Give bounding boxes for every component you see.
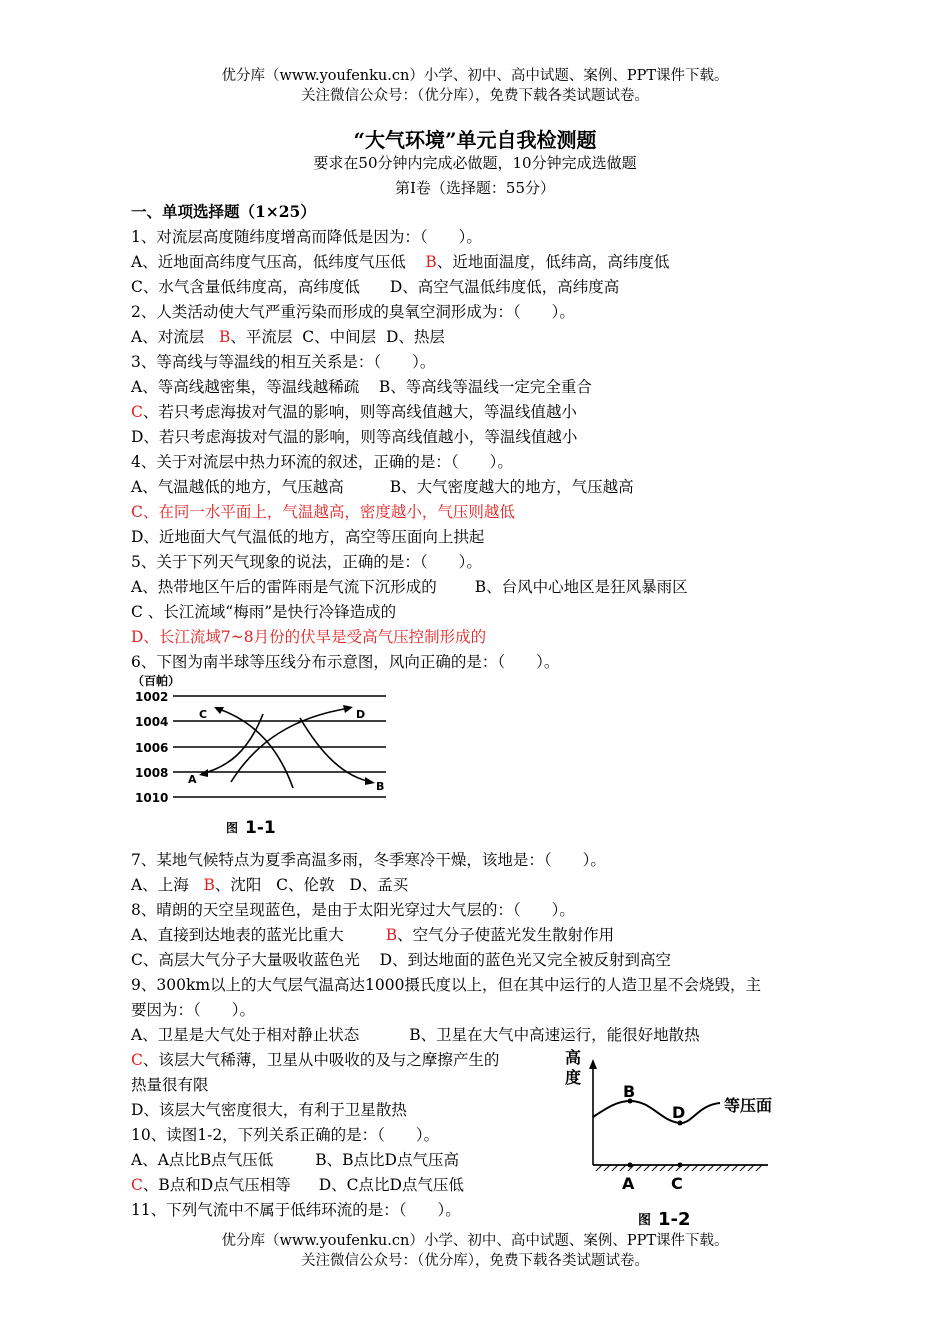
header-line-1: 优分库（www.youfenku.cn）小学、初中、高中试题、案例、PPT课件下载。 — [221, 68, 729, 84]
fig2-point-label-c: C — [671, 1174, 683, 1193]
option-a: A、直接到达地表的蓝光比重大 — [131, 926, 344, 944]
point-label-b: B — [376, 780, 385, 793]
figure-1-1-isobar-diagram — [128, 672, 398, 838]
wind-arrow-to-a — [201, 714, 263, 774]
question-9-stem-line-1: 9、300km以上的大气层气温高达1000摄氏度以上，但在其中运行的人造卫星不会烧毁，主 — [131, 976, 761, 994]
isobar-label-1004: 1004 — [135, 715, 169, 729]
wind-arrow-to-c — [216, 708, 293, 788]
fig2-y-axis-arrow-icon — [589, 1059, 597, 1069]
isobar-label-1010: 1010 — [135, 791, 169, 805]
isobaric-surface-curve — [593, 1101, 720, 1123]
question-9-options-ab — [131, 1024, 700, 1046]
header-line-2: 关注微信公众号：（优分库），免费下载各类试题试卷。 — [301, 88, 649, 104]
isobar-label-1002: 1002 — [135, 690, 169, 704]
option-d: D、热层 — [385, 328, 445, 346]
fig2-caption-prefix: 图 — [638, 1213, 652, 1228]
option-b: 、平流层 — [230, 328, 293, 346]
option-a: A、卫星是大气处于相对静止状态 — [131, 1026, 360, 1044]
question-5-option-d-answer: D、长江流域7~8月份的伏旱是受高气压控制形成的 — [131, 628, 487, 646]
wind-arrow-to-d — [231, 708, 350, 782]
option-b: B、卫星在大气中高速运行，能很好地散热 — [409, 1026, 700, 1044]
question-7-stem: 7、某地气候特点为夏季高温多雨，冬季寒冷干燥，该地是：（ ）。 — [131, 851, 606, 869]
question-4-option-d: D、近地面大气气温低的地方，高空等压面向上拱起 — [131, 528, 485, 546]
fig2-point-label-d: D — [672, 1103, 686, 1122]
fig1-caption-number: 1-1 — [245, 818, 276, 838]
option-c: C、高层大气分子大量吸收蓝色光 — [131, 951, 360, 969]
footer-line-1: 优分库（www.youfenku.cn）小学、初中、高中试题、案例、PPT课件下载。 — [221, 1233, 729, 1249]
question-9-stem-line-2: 要因为：（ ）。 — [131, 1001, 256, 1019]
question-9-option-c-line-1 — [131, 1049, 499, 1071]
question-7-options — [131, 874, 408, 896]
question-5-options-ab — [131, 576, 688, 598]
question-3-options-ab — [131, 376, 592, 398]
question-2-options — [131, 326, 445, 348]
option-d: D、高空气温低纬度低，高纬度高 — [389, 278, 620, 296]
option-c: 、该层大气稀薄，卫星从中吸收的及与之摩擦产生的 — [142, 1051, 500, 1069]
question-4-stem: 4、关于对流层中热力环流的叙述，正确的是：（ ）。 — [131, 453, 513, 471]
question-5-stem: 5、关于下列天气现象的说法，正确的是：（ ）。 — [131, 553, 482, 571]
point-label-a: A — [188, 773, 197, 786]
option-b: B、大气密度越大的地方，气压越高 — [389, 478, 634, 496]
question-3-option-c — [131, 401, 577, 423]
fig1-caption-prefix: 图 — [226, 821, 239, 835]
option-b-letter-answer: B — [203, 876, 215, 894]
fig2-point-c-dot — [678, 1163, 683, 1168]
fig2-caption-number: 1-2 — [658, 1209, 691, 1230]
option-b-letter-answer: B — [218, 328, 231, 346]
footer-line-2: 关注微信公众号：（优分库），免费下载各类试题试卷。 — [301, 1253, 649, 1269]
arrowhead-a-icon — [199, 769, 208, 777]
question-10-options-cd — [131, 1174, 464, 1196]
time-requirement: 要求在50分钟内完成必做题，10分钟完成选做题 — [313, 154, 637, 172]
section-heading: 一、单项选择题（1×25） — [131, 202, 316, 221]
option-b: 、空气分子使蓝光发生散射作用 — [397, 926, 615, 944]
fig2-ylabel-1: 高 — [565, 1048, 582, 1067]
option-a: A、气温越低的地方，气压越高 — [131, 478, 344, 496]
question-9-option-d: D、该层大气密度很大，有利于卫星散热 — [131, 1101, 407, 1119]
isobar-label-1008: 1008 — [135, 766, 169, 780]
question-5-option-c: C 、长江流域“梅雨”是快行冷锋造成的 — [131, 603, 397, 621]
figure-1-2-pressure-surface-diagram — [560, 1045, 775, 1230]
question-3-stem: 3、等高线与等温线的相互关系是：（ ）。 — [131, 353, 436, 371]
option-b-letter-answer: B — [425, 253, 437, 271]
question-9-option-c-line-2: 热量很有限 — [131, 1076, 209, 1094]
question-3-option-d: D、若只考虑海拔对气温的影响，则等高线值越小，等温线值越小 — [131, 428, 578, 446]
option-d: D、C点比D点气压低 — [318, 1176, 464, 1194]
question-1-options-cd — [131, 276, 619, 298]
question-1-options-ab — [131, 251, 669, 273]
option-c: 、B点和D点气压相等 — [142, 1176, 291, 1194]
isobar-label-1006: 1006 — [135, 741, 169, 755]
option-b: 、沈阳 — [214, 876, 262, 894]
option-c-letter-answer: C — [131, 403, 143, 421]
option-a: A、近地面高纬度气压高，低纬度气压低 — [131, 253, 406, 271]
point-label-d: D — [356, 708, 366, 721]
option-b: B、台风中心地区是狂风暴雨区 — [474, 578, 688, 596]
option-b-letter-answer: B — [385, 926, 398, 944]
question-8-options-ab — [131, 924, 614, 946]
fig2-ylabel-2: 度 — [565, 1068, 582, 1087]
option-c: C、中间层 — [302, 328, 377, 346]
option-a: A、A点比B点气压低 — [131, 1151, 274, 1169]
fig2-point-label-a: A — [622, 1174, 635, 1193]
question-8-options-cd — [131, 949, 671, 971]
question-10-options-ab — [131, 1149, 459, 1171]
option-b: B、等高线等温线一定完全重合 — [378, 378, 592, 396]
page-footer — [0, 1231, 950, 1271]
fig2-point-label-b: B — [623, 1082, 636, 1101]
question-4-option-c-answer: C、在同一水平面上，气温越高，密度越小，气压则越低 — [131, 503, 515, 521]
option-b: B、B点比D点气压高 — [315, 1151, 459, 1169]
option-c: 、若只考虑海拔对气温的影响，则等高线值越大，等温线值越小 — [142, 403, 577, 421]
question-10-stem: 10、读图1-2，下列关系正确的是：（ ）。 — [131, 1126, 440, 1144]
fig1-unit-label: （百帕） — [132, 674, 181, 688]
question-8-stem: 8、晴朗的天空呈现蓝色，是由于太阳光穿过大气层的：（ ）。 — [131, 901, 575, 919]
question-6-stem: 6、下图为南半球等压线分布示意图，风向正确的是：（ ）。 — [131, 653, 560, 671]
exam-title: “大气环境”单元自我检测题 — [353, 128, 597, 152]
question-11-stem: 11、下列气流中不属于低纬环流的是：（ ）。 — [131, 1201, 461, 1219]
option-d: D、到达地面的蓝色光又完全被反射到高空 — [379, 951, 672, 969]
option-a: A、对流层 — [131, 328, 205, 346]
fig2-curve-label: 等压面 — [724, 1096, 773, 1115]
option-c: C、水气含量低纬度高，高纬度低 — [131, 278, 360, 296]
option-c: C、伦敦 — [276, 876, 335, 894]
option-a: A、等高线越密集，等温线越稀疏 — [131, 378, 360, 396]
page-header — [0, 66, 950, 106]
question-4-options-ab — [131, 476, 634, 498]
option-c-letter-answer: C — [131, 1176, 143, 1194]
option-a: A、热带地区午后的雷阵雨是气流下沉形成的 — [131, 578, 437, 596]
option-c-letter-answer: C — [131, 1051, 143, 1069]
point-label-c: C — [199, 708, 208, 721]
option-a: A、上海 — [131, 876, 189, 894]
arrowhead-d-icon — [343, 705, 353, 713]
volume-heading: 第Ⅰ卷（选择题：55分） — [394, 179, 555, 197]
question-2-stem: 2、人类活动使大气严重污染而形成的臭氧空洞形成为：（ ）。 — [131, 303, 575, 321]
option-b: 、近地面温度，低纬高，高纬度低 — [436, 253, 670, 271]
question-1-stem: 1、对流层高度随纬度增高而降低是因为：（ ）。 — [131, 228, 482, 246]
fig2-point-a-dot — [628, 1163, 633, 1168]
option-d: D、孟买 — [349, 876, 409, 894]
arrowhead-b-icon — [365, 777, 375, 785]
